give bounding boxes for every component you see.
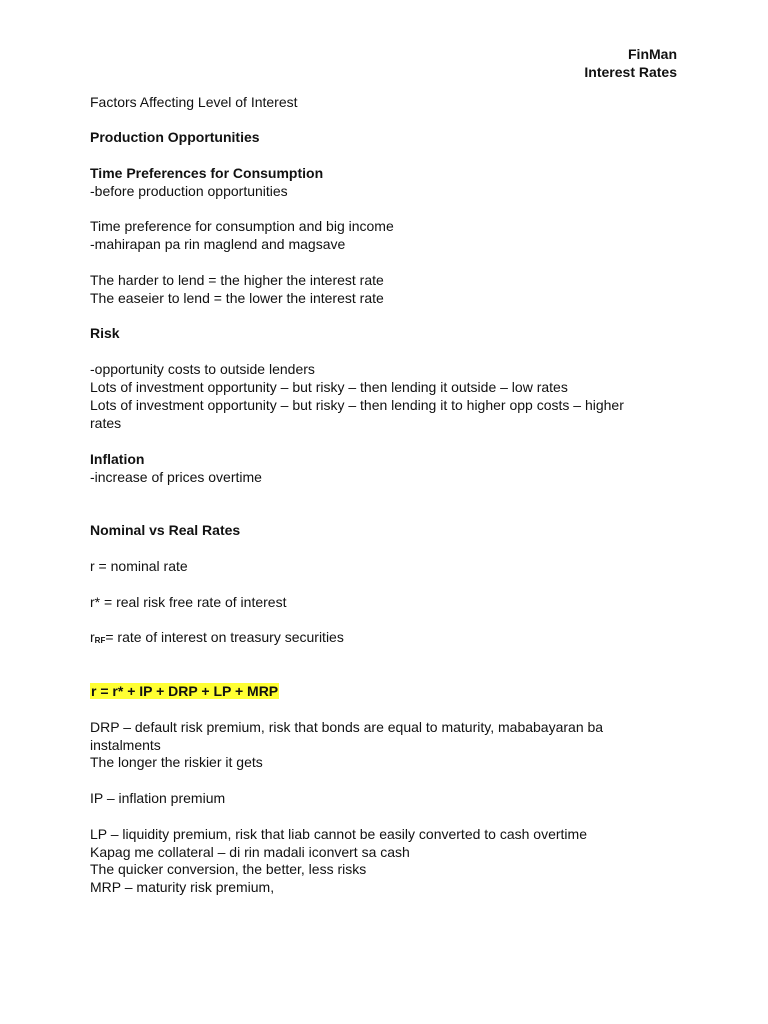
heading-nominal-vs-real: Nominal vs Real Rates (90, 522, 241, 538)
time-pref-income: Time preference for consumption and big income (90, 218, 394, 234)
header-topic: Interest Rates (584, 64, 677, 80)
rrf-symbol: r (90, 629, 95, 645)
risk-line-2: Lots of investment opportunity – but risky – then lending it outside – low rates (90, 379, 568, 395)
lp-line-2: Kapag me collateral – di rin madali iconvert sa cash (90, 844, 410, 860)
risk-line-3-cont: rates (90, 415, 122, 431)
drp-line-3: The longer the riskier it gets (90, 754, 263, 770)
mrp-line: MRP – maturity risk premium, (90, 879, 275, 895)
drp-line-1: DRP – default risk premium, risk that bonds are equal to maturity, mababayaran ba (90, 719, 604, 735)
factors-title: Factors Affecting Level of Interest (90, 94, 298, 110)
risk-line-3: Lots of investment opportunity – but risky – then lending it to higher opp costs – higher (90, 397, 624, 413)
heading-risk: Risk (90, 325, 120, 341)
harder-to-lend: The harder to lend = the higher the interest rate (90, 272, 384, 288)
rrf-description: = rate of interest on treasury securities (105, 629, 344, 645)
lp-line-1: LP – liquidity premium, risk that liab cannot be easily converted to cash overtime (90, 826, 587, 842)
heading-production-opportunities: Production Opportunities (90, 129, 260, 145)
inflation-line-1: -increase of prices overtime (90, 469, 262, 485)
time-pref-income-note: -mahirapan pa rin maglend and magsave (90, 236, 346, 252)
header-course: FinMan (628, 46, 677, 62)
nominal-rate-def: r = nominal rate (90, 558, 188, 574)
lp-line-3: The quicker conversion, the better, less risks (90, 861, 367, 877)
rrf-subscript: RF (94, 636, 106, 645)
ip-line: IP – inflation premium (90, 790, 226, 806)
easier-to-lend: The easeier to lend = the lower the interest rate (90, 290, 384, 306)
heading-inflation: Inflation (90, 451, 145, 467)
formula-highlight: r = r* + IP + DRP + LP + MRP (91, 683, 279, 699)
risk-line-1: -opportunity costs to outside lenders (90, 361, 315, 377)
interest-rate-formula (90, 682, 279, 700)
heading-time-preferences: Time Preferences for Consumption (90, 165, 324, 181)
risk-free-rate-def (90, 628, 344, 650)
real-rate-def: r* = real risk free rate of interest (90, 594, 287, 610)
drp-line-2: instalments (90, 737, 161, 753)
time-pref-note: -before production opportunities (90, 183, 288, 199)
